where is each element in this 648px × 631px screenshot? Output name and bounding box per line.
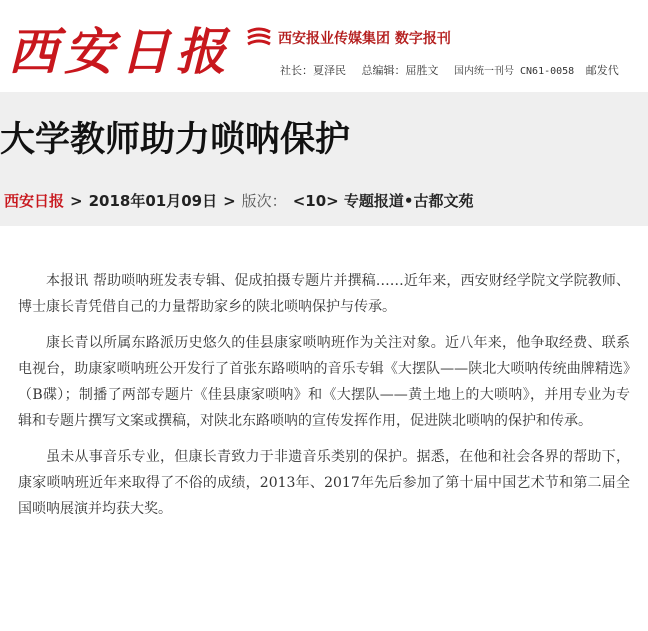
breadcrumb-separator: > <box>70 192 83 210</box>
masthead <box>0 0 648 92</box>
article-body <box>18 268 630 532</box>
edition-label: 版次： <box>241 192 287 210</box>
breadcrumb-separator: > <box>223 192 236 210</box>
breadcrumb <box>4 190 474 211</box>
page-title: 大学教师助力唢呐保护 <box>0 120 351 160</box>
breadcrumb-paper-link[interactable]: 西安日报 <box>4 192 65 210</box>
article-paragraph: 本报讯 帮助唢呐班发表专辑、促成拍摄专题片并撰稿……近年来，西安财经学院文学院教师、博士康长青凭借自己的力量帮助家乡的陕北唢呐保护与传承。 <box>18 273 630 315</box>
breadcrumb-date-link[interactable]: 2018年01月09日 <box>88 192 218 210</box>
media-group-icon <box>246 27 272 49</box>
president-label: 社长：夏泽民 <box>280 64 346 77</box>
postal-code-label: 邮发代 <box>585 64 619 77</box>
logo-text: 西安日报 <box>8 22 232 81</box>
masthead-info <box>280 62 631 78</box>
group-name: 西安报业传媒集团 数字报刊 <box>278 31 451 47</box>
editor-in-chief-label: 总编辑：屈胜文 <box>361 64 439 77</box>
newspaper-logo[interactable] <box>2 6 242 86</box>
article-paragraph: 虽未从事音乐专业，但康长青致力于非遗音乐类别的保护。据悉，在他和社会各界的帮助下，康家唢呐班近年来取得了不俗的成绩，2013年、2017年先后参加了第十届中国艺术节和第二届全国唢呐展演并均获大奖。 <box>18 449 630 517</box>
edition-link[interactable]: <10> 专题报道•古都文苑 <box>292 192 474 210</box>
cn-number: 国内统一刊号 CN61-0058 <box>454 66 575 77</box>
article-title-bar <box>0 92 648 226</box>
group-banner[interactable] <box>246 26 451 50</box>
article-paragraph: 康长青以所属东路派历史悠久的佳县康家唢呐班作为关注对象。近八年来，他争取经费、联系电视台，助康家唢呐班公开发行了首张东路唢呐的音乐专辑《大摆队——陕北大唢呐传统曲牌精选》（B碟）；制播了两部专题片《佳县康家唢呐》和《大摆队——黄土地上的大唢呐》，并用专业为专辑和专题片撰写文案或撰稿，对陕北东路唢呐的宣传发挥作用，促进陕北唢呐的保护和传承。 <box>18 335 630 429</box>
